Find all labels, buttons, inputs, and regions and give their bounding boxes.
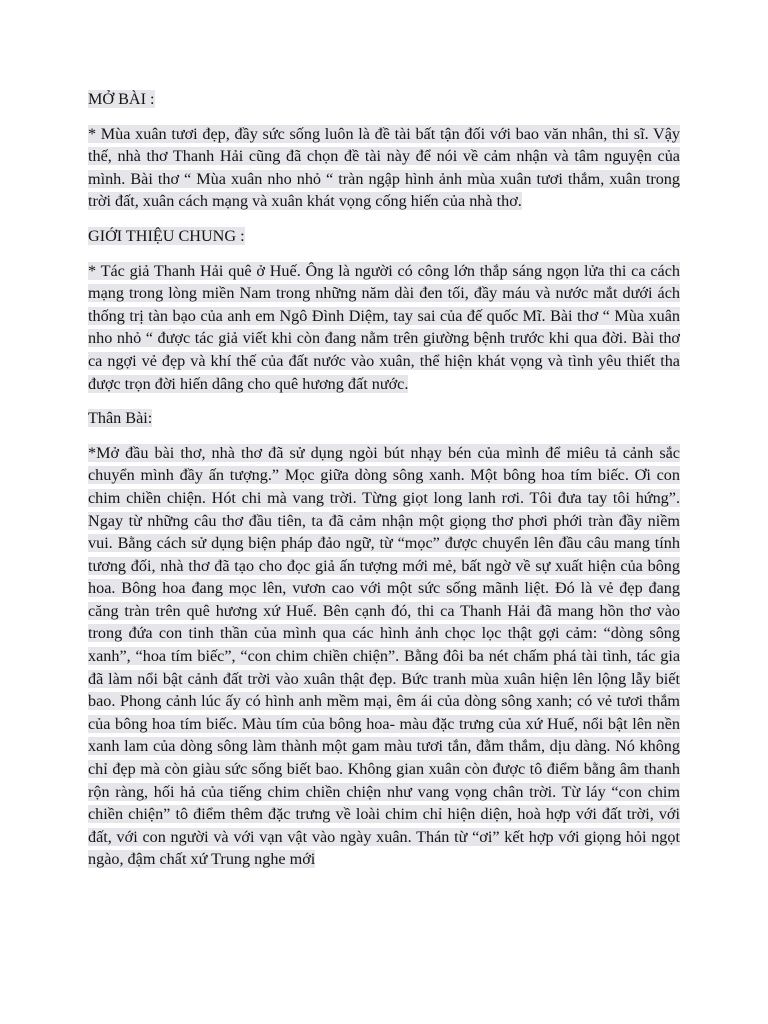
paragraph-than-bai-text: *Mở đầu bài thơ, nhà thơ đã sử dụng ngòi bút nhạy bén của mình để miêu tả cảnh sắc chuyển mình đầy ấn tượng.” Mọc giữa dòng sông xanh. Một bông hoa tím biếc. Ơi con chim chiền chiện. Hót chi mà vang trời. Từng giọt long lanh rơi. Tôi đưa tay tôi hứng”. Ngay từ những câu thơ đầu tiên, ta đã cảm nhận một giọng thơ phơi phới tràn đầy niềm vui. Bằng cách sử dụng biện pháp đảo ngữ, từ “mọc” được chuyển lên đầu câu mang tính tương đối, nhà thơ đã tạo cho đọc giả ấn tượng mới mẻ, bất ngờ về sự xuất hiện của bông hoa. Bông hoa đang mọc lên, vươn cao với một sức sống mãnh liệt. Đó là vẻ đẹp đang căng tràn trên quê hương xứ Huế. Bên cạnh đó, thi ca Thanh Hải đã mang hồn thơ vào trong đứa con tinh thần của mình qua các hình ảnh chọc lọc thật gợi cảm: “dòng sông xanh”, “hoa tím biếc”, “con chim chiền chiện”. Bằng đôi ba nét chấm phá tài tình, tác gia đã làm nổi bật cảnh đất trời vào xuân thật đẹp. Bức tranh mùa xuân hiện lên lộng lẫy biết bao. Phong cảnh lúc ấy có hình anh mềm mại, êm ái của dòng sông xanh; có vẻ tươi thắm của bông hoa tím biếc. Màu tím của bông hoa- màu đặc trưng của xứ Huế, nổi bật lên nền xanh lam của dòng sông làm thành một gam màu tươi tắn, đằm thắm, dịu dàng. Nó không chỉ đẹp mà còn giàu sức sống biết bao. Không gian xuân còn được tô điểm bằng âm thanh rộn ràng, hối hả của tiếng chim chiền chiện như vang vọng chân trời. Từ láy “con chim chiền chiện” tô điểm thêm đặc trưng về loài chim chỉ hiện diện, hoà hợp với đất trời, với đất, với con người và với vạn vật vào ngày xuân. Thán từ “ơi” kết hợp với giọng hỏi ngọt ngào, đậm chất xứ Trung nghe mới [88, 443, 680, 869]
heading-gioi-thieu-chung [88, 225, 680, 248]
paragraph-than-bai [88, 442, 680, 871]
heading-than-bai-text: Thân Bài: [88, 409, 153, 428]
paragraph-mo-bai [88, 123, 680, 213]
heading-than-bai [88, 407, 680, 430]
heading-gioi-thieu-chung-text: GIỚI THIỆU CHUNG : [88, 226, 245, 245]
paragraph-mo-bai-text: * Mùa xuân tươi đẹp, đầy sức sống luôn là đề tài bất tận đối với bao văn nhân, thi sĩ. Vậy thế, nhà thơ Thanh Hải cũng đã chọn đề tài này để nói về cảm nhận và tâm nguyện của mình. Bài thơ “ Mùa xuân nho nhỏ “ tràn ngập hình ảnh mùa xuân tươi thắm, xuân trong trời đất, xuân cách mạng và xuân khát vọng cống hiến của nhà thơ. [88, 124, 680, 211]
document-page [88, 88, 680, 883]
paragraph-gioi-thieu-chung-text: * Tác giả Thanh Hải quê ở Huế. Ông là người có công lớn thắp sáng ngọn lửa thi ca cách mạng trong lòng miền Nam trong những năm dài đen tối, đầy máu và nước mắt dưới ách thống trị tàn bạo của anh em Ngô Đình Diệm, tay sai của đế quốc Mĩ. Bài thơ “ Mùa xuân nho nhỏ “ được tác giả viết khi còn đang nằm trên giường bệnh trước khi qua đời. Bài thơ ca ngợi vẻ đẹp và khí thế của đất nước vào xuân, thể hiện khát vọng và tình yêu thiết tha được trọn đời hiến dâng cho quê hương đất nước. [88, 261, 680, 393]
paragraph-gioi-thieu-chung [88, 260, 680, 396]
heading-mo-bai [88, 88, 680, 111]
heading-mo-bai-text: MỞ BÀI : [88, 90, 155, 108]
